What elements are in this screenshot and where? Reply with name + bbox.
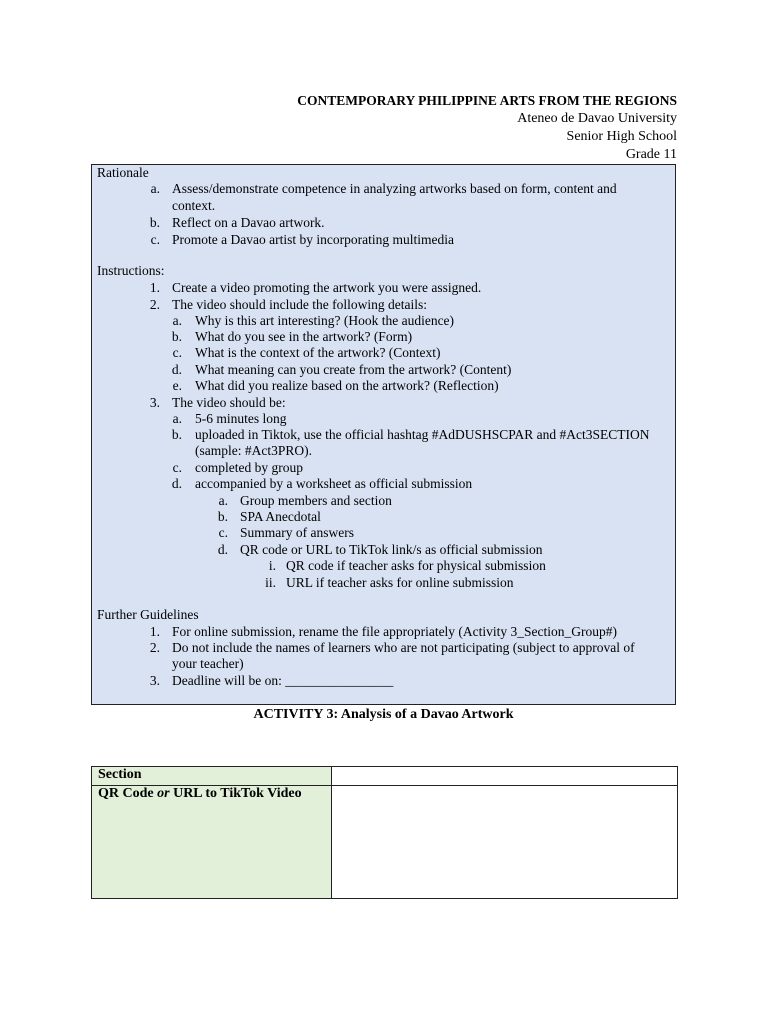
list-item: What is the context of the artwork? (Context): [195, 345, 441, 360]
list-marker: c.: [172, 460, 182, 475]
list-marker: 2.: [149, 640, 160, 655]
list-item: Assess/demonstrate competence in analyzing artworks based on form, content and: [172, 181, 617, 196]
qr-label-or: or: [157, 786, 170, 801]
instructions-heading: Instructions:: [97, 263, 165, 278]
list-item: Summary of answers: [240, 525, 354, 540]
list-item: 5-6 minutes long: [195, 411, 287, 426]
qr-url-label: [92, 786, 332, 899]
list-item: accompanied by a worksheet as official submission: [195, 476, 473, 491]
list-item-continuation: your teacher): [172, 656, 244, 671]
list-marker: b.: [149, 215, 160, 230]
school-level: Senior High School: [566, 129, 677, 144]
list-marker: a.: [218, 493, 228, 508]
submission-table: [91, 766, 678, 899]
table-row: [92, 767, 678, 786]
qr-url-field[interactable]: [332, 786, 678, 899]
list-item: Deadline will be on: ________________: [172, 673, 394, 688]
activity-title: ACTIVITY 3: Analysis of a Davao Artwork: [253, 707, 514, 722]
list-marker: b.: [171, 329, 182, 344]
list-marker: 1.: [149, 280, 160, 295]
list-item: QR code or URL to TikTok link/s as official submission: [240, 542, 543, 557]
list-item: Reflect on a Davao artwork.: [172, 215, 325, 230]
list-marker: 3.: [149, 673, 160, 688]
list-marker: i.: [268, 558, 276, 573]
list-marker: ii.: [265, 575, 276, 590]
list-marker: a.: [172, 313, 182, 328]
list-marker: c.: [150, 232, 160, 247]
list-marker: b.: [217, 509, 228, 524]
grade-level: Grade 11: [625, 147, 677, 162]
list-item: For online submission, rename the file appropriately (Activity 3_Section_Group#): [172, 624, 618, 639]
list-item: QR code if teacher asks for physical submission: [286, 558, 546, 573]
list-item: Why is this art interesting? (Hook the audience): [195, 313, 455, 328]
list-item: Create a video promoting the artwork you were assigned.: [172, 280, 482, 295]
course-title: CONTEMPORARY PHILIPPINE ARTS FROM THE REGIONS: [297, 93, 677, 108]
list-item: The video should be:: [172, 395, 286, 410]
list-marker: c.: [218, 525, 228, 540]
list-item: URL if teacher asks for online submission: [286, 575, 514, 590]
section-field[interactable]: [332, 767, 678, 786]
list-item: completed by group: [195, 460, 303, 475]
list-item: What do you see in the artwork? (Form): [195, 329, 413, 344]
list-marker: 2.: [149, 297, 160, 312]
table-row: [92, 786, 678, 899]
qr-label-part: URL to TikTok Video: [169, 786, 302, 801]
list-marker: a.: [150, 181, 160, 196]
list-item: Do not include the names of learners who are not participating (subject to approval of: [172, 640, 635, 655]
document-header: [297, 92, 677, 164]
list-marker: d.: [171, 476, 182, 491]
list-marker: 3.: [149, 395, 160, 410]
list-marker: d.: [217, 542, 228, 557]
list-marker: a.: [172, 411, 182, 426]
list-item: What did you realize based on the artwork? (Reflection): [195, 378, 499, 393]
list-marker: 1.: [149, 624, 160, 639]
list-item-continuation: (sample: #Act3PRO).: [195, 443, 312, 458]
list-item: SPA Anecdotal: [240, 509, 321, 524]
section-label: Section: [92, 767, 332, 786]
list-marker: e.: [172, 378, 182, 393]
instructions-box: [91, 164, 676, 705]
qr-label-part: QR Code: [98, 786, 158, 801]
list-item: What meaning can you create from the artwork? (Content): [195, 362, 512, 377]
list-item: The video should include the following details:: [172, 297, 427, 312]
guidelines-heading: Further Guidelines: [97, 607, 199, 622]
list-item: Promote a Davao artist by incorporating multimedia: [172, 232, 454, 247]
school-name: Ateneo de Davao University: [517, 111, 677, 126]
list-item: uploaded in Tiktok, use the official hashtag #AdDUSHSCPAR and #Act3SECTION: [195, 427, 650, 442]
rationale-heading: Rationale: [97, 165, 149, 180]
list-item: Group members and section: [240, 493, 392, 508]
list-marker: d.: [171, 362, 182, 377]
list-marker: c.: [172, 345, 182, 360]
list-item-continuation: context.: [172, 198, 216, 213]
list-marker: b.: [171, 427, 182, 442]
